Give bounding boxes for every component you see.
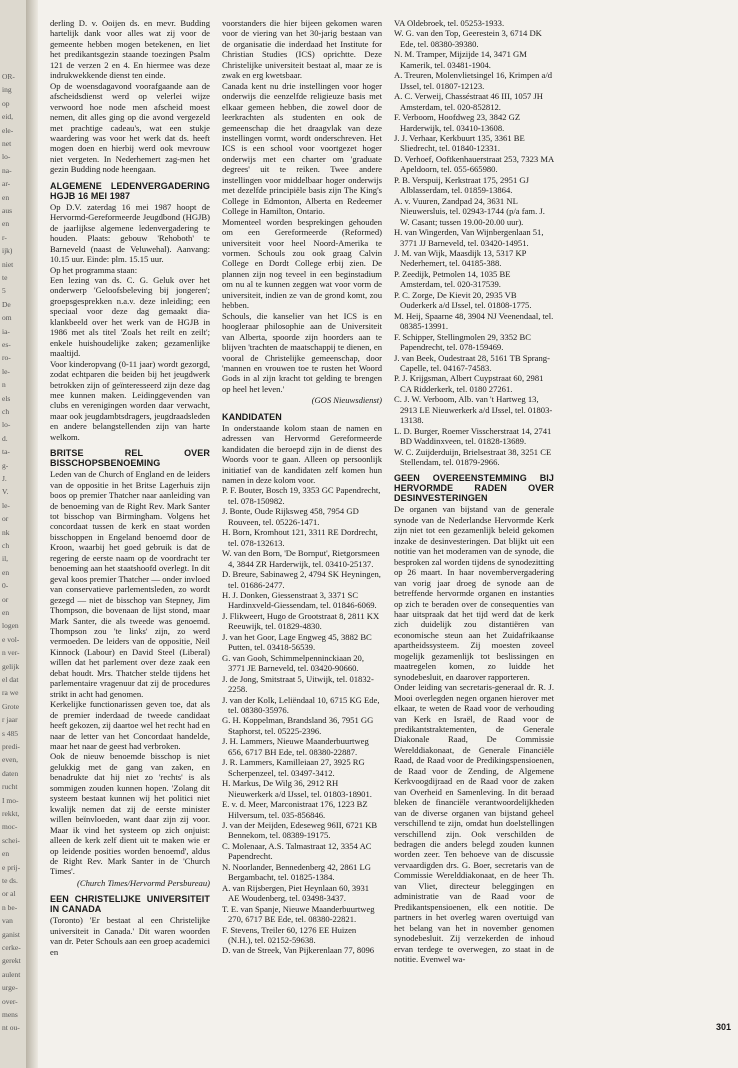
adjacent-page-text: logen	[2, 621, 19, 631]
adjacent-page-text: en	[2, 219, 10, 229]
candidate-entry: N. M. Tramper, Mijzijde 14, 3471 GM Kamerik, tel. 03481-1904.	[394, 49, 527, 70]
candidate-entry: H. Born, Kromhout 121, 3311 RE Dordrecht, tel. 078-132613.	[222, 527, 378, 548]
candidate-entry: C. J. W. Verboom, Alb. van 't Hartweg 13, 2913 LE Nieuwerkerk a/d IJssel, tel. 01803-13138.	[394, 394, 553, 426]
adjacent-page-text: Grote	[2, 701, 20, 711]
candidate-entry: G. van Gooh, Schimmelpenninckiaan 20, 3771 JE Barneveld, tel. 03420-90660.	[222, 652, 365, 674]
adjacent-page-text: na-	[2, 165, 12, 175]
article-paragraph: derling D. v. Ooijen ds. en mevr. Budding hartelijk dank voor alles wat zij voor de gemeente hebben mogen betekenen, en liet het predikantsgezin staande toezingen Psalm 121 de verzen 2 en 4. En hiermee was deze indrukwekkende dienst ten einde.	[50, 18, 210, 81]
candidate-entry: J. Flikweert, Hugo de Grootstraat 8, 2811 KX Reeuwijk, tel. 01829-4830.	[222, 610, 380, 632]
article-heading: EEN CHRISTELIJKE UNIVERSITEIT IN CANADA	[50, 894, 210, 915]
adjacent-page-text: n ver-	[2, 648, 20, 658]
candidate-entry: F. Schipper, Stellingmolen 29, 3352 BC Papendrecht, tel. 078-159469.	[394, 331, 531, 353]
adjacent-page-text: van	[2, 916, 13, 926]
candidate-entry: P. B. Verspuij, Kerkstraat 175, 2951 GJ Alblasserdam, tel. 01859-13864.	[394, 174, 529, 196]
adjacent-page-text: n be-	[2, 902, 18, 912]
article-paragraph: Op de woensdagavond voorafgaande aan de afscheidsdienst werd op velerlei wijze verwoord hoe node men afscheid moest nemen, dit alles ging op die avond vergezeld met prachtige cadeau's, wat een stukje waardering was voor het werk dat ds. heeft mogen doen en hierbij werd ook mevrouw niet vergeten. In Nederhemert zag-men het gezin Budding node heengaan.	[50, 80, 210, 175]
adjacent-page-text: mens	[2, 1010, 18, 1019]
adjacent-page-text: ele-	[2, 125, 14, 135]
adjacent-page-text: schei-	[2, 835, 20, 845]
adjacent-page-text: 0-	[2, 581, 9, 591]
candidate-entry: T. E. van Spanje, Nieuwe Maanderbuurtweg 270, 6717 BE Ede, tel. 08380-22821.	[222, 903, 375, 925]
adjacent-page-text: en	[2, 849, 10, 859]
candidate-entry: P. Zeedijk, Petmolen 14, 1035 BE Amsterdam, tel. 020-317539.	[394, 268, 511, 290]
candidate-entry: P. C. Zorge, De Kievit 20, 2935 VB Ouderkerk a/d IJssel, tel. 01808-1775.	[394, 289, 532, 311]
adjacent-page-text: e prij-	[2, 862, 21, 872]
candidate-entry: A. C. Verweij, Chasséstraat 46 III, 1057 JH Amsterdam, tel. 020-852812.	[394, 91, 544, 112]
article-paragraph: De organen van bijstand van de generale synode van de Nederlandse Hervormde Kerk zijn niet tot een gezamenlijk beleid gekomen inzake de desinvesteringen. Dat blijkt uit een notitie van het moderamen van de synode, die besproken zal worden tijdens de synodezitting op 26 maart. In haar novembervergadering van vorig jaar droeg de synode aan de betreffende hervormde organen en instanties op zich te beraden over de consequenties van haar uitspraak dat het tijd werd dat de kerk zich duidelijk zou distantiëren van economische steun aan het Zuidafrikaanse apartheidssysteem. Zij moesten zoveel mogelijk gezamenlijk tot beslissingen en maatregelen komen, zo luidde het synodebesluit, en daarover rapporteren.	[394, 504, 554, 682]
article-paragraph: Momenteel worden besprekingen gehouden om een Gereformeerde (Reformed) universiteit voor heel Noord-Amerika te vormen. Schouls zou ook graag Calvin College en Dordt College erbij zien. De plannen zijn nog teveel in een beginstadium om nu al te kunnen zeggen wat voor vorm de universiteit, indien ze van de grond komt, zou hebben.	[222, 216, 382, 311]
adjacent-page-text: els	[2, 393, 11, 403]
adjacent-page-text: ing	[2, 85, 12, 95]
article-heading: ALGEMENE LEDENVERGADERING HGJB 16 MEI 1987	[50, 180, 210, 201]
article-paragraph: Kerkelijke functionarissen geven toe, dat als de premier inderdaad de tweede candidaat heeft gekozen, zij daartoe wel het recht had en naar de letter van het Concordaat handelde, maar het naar de geest had verbroken.	[50, 699, 210, 751]
article-source: (GOS Nieuwsdienst)	[311, 395, 382, 406]
candidate-entry: G. H. Koppelman, Brandsland 36, 7951 GG Staphorst, tel. 05225-2396.	[222, 715, 374, 736]
candidate-entry: J. de Jong, Smitstraat 5, Uitwijk, tel. 01832-2258.	[222, 673, 374, 695]
page-number: 301	[716, 1022, 732, 1032]
adjacent-page-text: nk	[2, 527, 10, 537]
article-paragraph: Op D.V. zaterdag 16 mei 1987 hoopt de Hervormd-Gereformeerde Jeugdbond (HGJB) de jaarlijkse algemene ledenvergadering te houden. Plaats: gebouw 'Rehoboth' te Barneveld (naast de Veluwehal). Aanvang: 10.15 uur. Einde: plm. 15.15 uur.	[50, 201, 210, 265]
candidate-entry: L. D. Burger, Roemer Visscherstraat 14, 2741 BD Waddinxveen, tel. 01828-13689.	[394, 425, 552, 447]
adjacent-page-text: ro-	[2, 353, 11, 363]
adjacent-page-text: 5	[2, 286, 6, 296]
adjacent-page-text: ijk)	[2, 246, 13, 256]
adjacent-page-text: s 485	[2, 728, 19, 738]
adjacent-page-text: el dat	[2, 675, 19, 684]
adjacent-page-text: moc-	[2, 822, 18, 832]
adjacent-page-text: gerekt	[2, 956, 21, 966]
adjacent-page-text: gelijk	[2, 661, 20, 671]
adjacent-page-text: en	[2, 192, 10, 202]
candidate-entry: J. van het Goor, Lage Engweg 45, 3882 BC Putten, tel. 03418-56539.	[222, 631, 372, 653]
column-2	[222, 18, 382, 1038]
adjacent-page-text: r jaar	[2, 715, 18, 725]
adjacent-page-text: predi-	[2, 742, 20, 751]
adjacent-page-text: om	[2, 313, 12, 323]
article-paragraph: In onderstaande kolom staan de namen en adressen van Hervormd Gereformeerde kandidaten die beroepd zijn in de dienst des Woords voor te gaan. Alleen op persoonlijk initiatief van de kandidaten zelf komen hun namen in deze kolom voor.	[222, 422, 382, 486]
adjacent-page-text: eid,	[2, 112, 14, 122]
adjacent-page-text: aulent	[2, 969, 21, 979]
article-heading: GEEN OVEREENSTEMMING BIJ HERVORMDE RADEN OVER DESINVESTERINGEN	[394, 473, 554, 504]
candidate-entry: F. Stevens, Treiler 60, 1276 EE Huizen (N.H.), tel. 02152-59638.	[222, 924, 357, 945]
column-3	[394, 18, 554, 1038]
adjacent-page-text: ia-	[2, 326, 10, 336]
candidate-entry: D. Breure, Sabinaweg 2, 4794 SK Heyningen, tel. 01686-2477.	[222, 569, 381, 590]
candidate-entry: J. J. Verhaar, Kerkbuurt 135, 3361 BE Sliedrecht, tel. 01840-12331.	[394, 132, 525, 154]
magazine-page	[38, 0, 738, 1068]
adjacent-page-text: il,	[2, 554, 9, 564]
adjacent-page-text: r-	[2, 232, 7, 242]
adjacent-page-text: ganist	[2, 929, 20, 939]
candidate-entry: W. van den Born, 'De Bornput', Rietgorsmeen 4, 3844 ZR Harderwijk, tel. 03410-25137.	[222, 548, 380, 569]
candidate-entry: J. R. Lammers, Kamilleiaan 27, 3925 RG Scherpenzeel, tel. 03497-3412.	[222, 757, 365, 778]
adjacent-page-text: le-	[2, 366, 10, 376]
adjacent-page-text: en	[2, 608, 10, 617]
candidate-entry: A. v. Vuuren, Zandpad 24, 3631 NL Nieuwersluis, tel. 02943-1744 (p/a fam. J. W. Casant; tussen 19.00-20.00 uur).	[394, 195, 545, 227]
adjacent-page-fragment	[0, 0, 27, 1068]
candidate-entry: W. G. van den Top, Geerestein 3, 6714 DK Ede, tel. 08380-39380.	[394, 28, 542, 49]
candidate-entry: J. Bonte, Oude Rijksweg 458, 7954 GD Rouveen, tel. 05226-1471.	[222, 506, 359, 527]
candidate-entry: C. Molenaar, A.S. Talmastraat 12, 3354 AC Papendrecht.	[222, 840, 372, 862]
column-1	[50, 18, 210, 1038]
adjacent-page-text: lo-	[2, 420, 11, 430]
candidate-entry: A. van Rijsbergen, Piet Heynlaan 60, 3931 AE Woudenberg, tel. 03498-3437.	[222, 882, 370, 904]
adjacent-page-text: te ds.	[2, 876, 18, 885]
article-paragraph: Schouls, die kanselier van het ICS is en hoogleraar philosophie aan de Universiteit van Alberta, spoorde zijn hoorders aan te blijven 'trachten de maatschappij te dienen, en vooral de Christelijke gemeenschap, door 'mannen en vrouwen toe te rusten het Woord Gods in al zijn kracht tot gelding te brengen op heel het leven.'	[222, 310, 382, 394]
adjacent-page-text: lo-	[2, 152, 11, 162]
adjacent-page-text: cerke-	[2, 943, 21, 952]
adjacent-page-text: De	[2, 299, 11, 309]
candidate-entry: D. van de Streek, Van Pijkerenlaan 77, 8096	[222, 945, 375, 956]
candidate-entry: J. van der Kolk, Leliëndaal 10, 6715 KG Ede, tel. 08380-35976.	[222, 694, 380, 715]
candidate-entry: J. van der Meijden, Edeseweg 96II, 6721 KB Bennekom, tel. 08389-19175.	[222, 819, 378, 841]
adjacent-page-text: d.	[2, 433, 8, 443]
adjacent-page-text: op	[2, 98, 10, 108]
adjacent-page-text: urge-	[2, 983, 18, 993]
adjacent-page-text: es-	[2, 340, 11, 349]
article-paragraph: Onder leiding van secretaris-generaal dr. R. J. Mooi overlegden negen organen hierover met elkaar, te weten de Raad voor de verhouding van Kerk en Israël, de Raad voor de predikantstraktementen, de Generale Diakonale Raad, De Commissie Werelddiakonaat, de Generale Financiële Raad, de Raad voor de Predikingspensioenen, de Raad voor de Zending, de Algemene Kerkvoogdijraad en de Raad voor de zaken van Overheid en Samenleving. In dit beraad bleken de financiële verantwoordelijkheden van de diverse organen van bijstand geheel verschillend te zijn, omdat hun doelstellingen verschillend zijn. Ook verschilden de bedragen die anders belegd zouden kunnen worden zeer. Ten behoeve van de discussie vervaardigden drs. G. Boer, secretaris van de Commissie Werelddiakonaat, en de heer Th. van Vliet, directeur beleggingen en administratie van de Raad voor de Predikantspensioenen, elk een notitie. De partners in het overleg waren overtuigd van het belang van het in november genomen synodebesluit. Zij verzekerden de inhoud ervan terdege te overwegen, zo staat in de notitie. Evenwel wa-	[394, 682, 554, 964]
adjacent-page-text: rucht	[2, 782, 18, 792]
adjacent-page-text: nt ou-	[2, 1023, 20, 1033]
adjacent-page-text: even,	[2, 755, 19, 765]
adjacent-page-text: ra we	[2, 688, 19, 698]
adjacent-page-text: ta-	[2, 447, 10, 457]
article-paragraph: Een lezing van ds. C. G. Geluk over het onderwerp 'Geloofsbeleving bij jongeren'; groepsgesprekken n.a.v. deze inleiding; een speciaal voor deze dag gemaakt dia-klankbeeld over het werk van de HGJB in 1986 met als titel 'Zoals het reilt en zeilt'; enkele huishoudelijke zaken; gezamenlijke maaltijd.	[50, 274, 210, 359]
adjacent-page-text: en	[2, 567, 10, 577]
adjacent-page-text: ar-	[2, 179, 11, 189]
article-paragraph: voorstanders die hier bijeen gekomen waren voor de viering van het 30-jarig bestaan van de organisatie die inderdaad het Institute for Christian Studies (ICS) oprichtte. Deze Christelijke universiteit bestaat al, maar ze is zwak en erg kwetsbaar.	[222, 18, 382, 81]
adjacent-page-text: daten	[2, 768, 19, 778]
candidate-entry: D. Verhoef, Ooftkenhauerstraat 253, 7323 MA Apeldoorn, tel. 055-665980.	[394, 153, 554, 175]
article-paragraph: Voor kinderopvang (0-11 jaar) wordt gezorgd, zodat echtparen die beiden bij het jeugdwerk betrokken zijn of geïnteresseerd zijn deze dag mee kunnen maken. Leidinggevenden van clubs en verenigingen worden daar verwacht, maar ook jeugdambtsdragers, jeugdraadsleden en andere belangstellenden zijn van harte welkom.	[50, 358, 210, 442]
adjacent-page-text: or	[2, 514, 9, 524]
adjacent-page-text: ch	[2, 541, 10, 550]
article-heading: BRITSE REL OVER BISSCHOPSBENOEMING	[50, 448, 210, 469]
candidate-entry: P. J. Krijgsman, Albert Cuypstraat 60, 2981 CA Ridderkerk, tel. 0180 27261.	[394, 373, 544, 394]
page-gutter	[26, 0, 38, 1068]
adjacent-page-text: rekkt,	[2, 809, 20, 818]
article-heading: KANDIDATEN	[222, 411, 282, 422]
article-source: (Church Times/Hervormd Persbureau)	[76, 877, 210, 888]
candidate-entry: W. C. Zuijderduijn, Brielsestraat 38, 3251 CE Stellendam, tel. 01879-2966.	[394, 446, 552, 468]
adjacent-page-text: aus	[2, 206, 12, 215]
article-paragraph: Leden van de Church of England en de leiders van de oppositie in het Britse Lagerhuis zijn boos op premier Thatcher naar aanleiding van de benoeming van de Right Rev. Mark Santer tot bisschop van Birmingham. Volgens het concordaat tussen de kerk en staat worden bisschoppen in Engeland benoemd door de Kroon, waarbij het goed gebruik is dat de regering de eerste naam op de voordracht ter benoeming aan het staatshoofd overlegt. In dit geval koos premier Thatcher — onder invloed van conservatieve parlementsleden, zo wordt gezegd — niet de bisschop van Stepney, Jim Thompson, die bovenaan de lijst stond, maar Mark Santer, die als tweede was genoemd. Thompson zou 'te links' zijn, zo werd vermoeden. De leiders van de oppositie, Neil Kinnock (Labour) en David Steel (Liberal) willen dat het parlement over deze zaak een debat houdt. Mrs. Thatcher stelde tijdens het parlementaire vragenuur dat zij de procedures strikt in acht had genomen.	[50, 469, 210, 699]
candidate-entry: M. Heij, Spaarne 48, 3904 NJ Veenendaal, tel. 08385-13991.	[394, 310, 554, 332]
adjacent-page-text: g-	[2, 460, 9, 470]
article-paragraph: (Toronto) 'Er bestaat al een Christelijke universiteit in Canada.' Dit waren woorden van dr. Peter Schouls aan een groep academici en	[50, 915, 210, 957]
candidate-entry: J. van Beek, Oudestraat 28, 5161 TB Sprang-Capelle, tel. 04167-74583.	[394, 352, 550, 373]
candidate-entry: J. M. van Wijk, Maasdijk 13, 5317 KP Nederhemert, tel. 04185-388.	[394, 247, 527, 269]
candidate-entry: H. van Wingerden, Van Wijnbergenlaan 51, 3771 JJ Barneveld, tel. 03420-14951.	[394, 227, 544, 248]
article-paragraph: Canada kent nu drie instellingen voor hoger onderwijs die eenzelfde religieuze basis met elkaar gemeen hebben, die zowel door de leerkrachten als studenten en ook de gemeenschap die het draagvlak van deze instellingen vormt, wordt onderschreven. Het ICS is een school voor voortgezet hoger onderwijs met een charter om 'graduate degrees' uit te reiken. Twee andere instellingen voor middelbaar hoger onderwijs met dezelfde principiële basis zijn The King's College in Edmonton, Alberta en Redeemer College in Hamilton, Ontario.	[222, 80, 382, 217]
adjacent-page-text: or	[2, 594, 9, 604]
adjacent-page-text: or al	[2, 889, 16, 899]
adjacent-page-text: net	[2, 139, 12, 148]
candidate-entry: J. H. Lammers, Nieuwe Maanderbuurtweg 656, 6717 BH Ede, tel. 08380-22887.	[222, 736, 369, 757]
candidate-entry: F. Verboom, Hoofdweg 23, 3842 GZ Harderwijk, tel. 03410-13608.	[394, 112, 521, 133]
adjacent-page-text: J.	[2, 474, 7, 483]
candidate-entry: VA Oldebroek, tel. 05253-1933.	[394, 18, 505, 28]
adjacent-page-text: niet	[2, 259, 14, 269]
adjacent-page-text: n	[2, 380, 6, 390]
candidate-entry: E. v. d. Meer, Marconistraat 176, 1223 BZ Hilversum, tel. 035-856846.	[222, 799, 368, 820]
candidate-entry: A. Treuren, Molenvlietsingel 16, Krimpen a/d IJssel, tel. 01807-12123.	[394, 70, 553, 91]
adjacent-page-text: le-	[2, 500, 10, 510]
article-paragraph: Op het programma staan:	[50, 264, 138, 275]
adjacent-page-text: e vol-	[2, 634, 20, 644]
candidate-entry: H. J. Donken, Giessenstraat 3, 3371 SC Hardinxveld-Giessendam, tel. 01846-6069.	[222, 590, 377, 611]
adjacent-page-text: V.	[2, 487, 9, 497]
candidate-entry: N. Noorlander, Bennedenberg 42, 2861 LG Bergambacht, tel. 01825-1384.	[222, 861, 371, 883]
adjacent-page-text: te	[2, 273, 8, 282]
adjacent-page-text: OR-	[2, 72, 15, 81]
candidate-entry: H. Markus, De Wilg 36, 2912 RH Nieuwerkerk a/d IJssel, tel. 01803-18901.	[222, 778, 372, 799]
adjacent-page-text: ch	[2, 407, 10, 416]
article-paragraph: Ook de nieuw benoemde bisschop is niet gelukkig met de gang van zaken, en benadrukte dat hij niet zo 'rechts' is als sommigen zouden kunnen hopen. 'Zolang dit systeem bestaat kunnen wij het politici niet kwalijk nemen dat zij de eerste minister willen beïnvloeden, want daar zijn zij voor. Maar ik vind het systeem op zich onjuist: alleen de kerk zelf dient uit te maken wie er op leidende posities worden benoemd', aldus de Right Rev. Mark Santer in de 'Church Times'.	[50, 751, 210, 877]
adjacent-page-text: I mo-	[2, 795, 19, 805]
candidate-entry: P. F. Bouter, Bosch 19, 3353 GC Papendrecht, tel. 078-150982.	[222, 485, 381, 506]
adjacent-page-text: over-	[2, 996, 18, 1006]
